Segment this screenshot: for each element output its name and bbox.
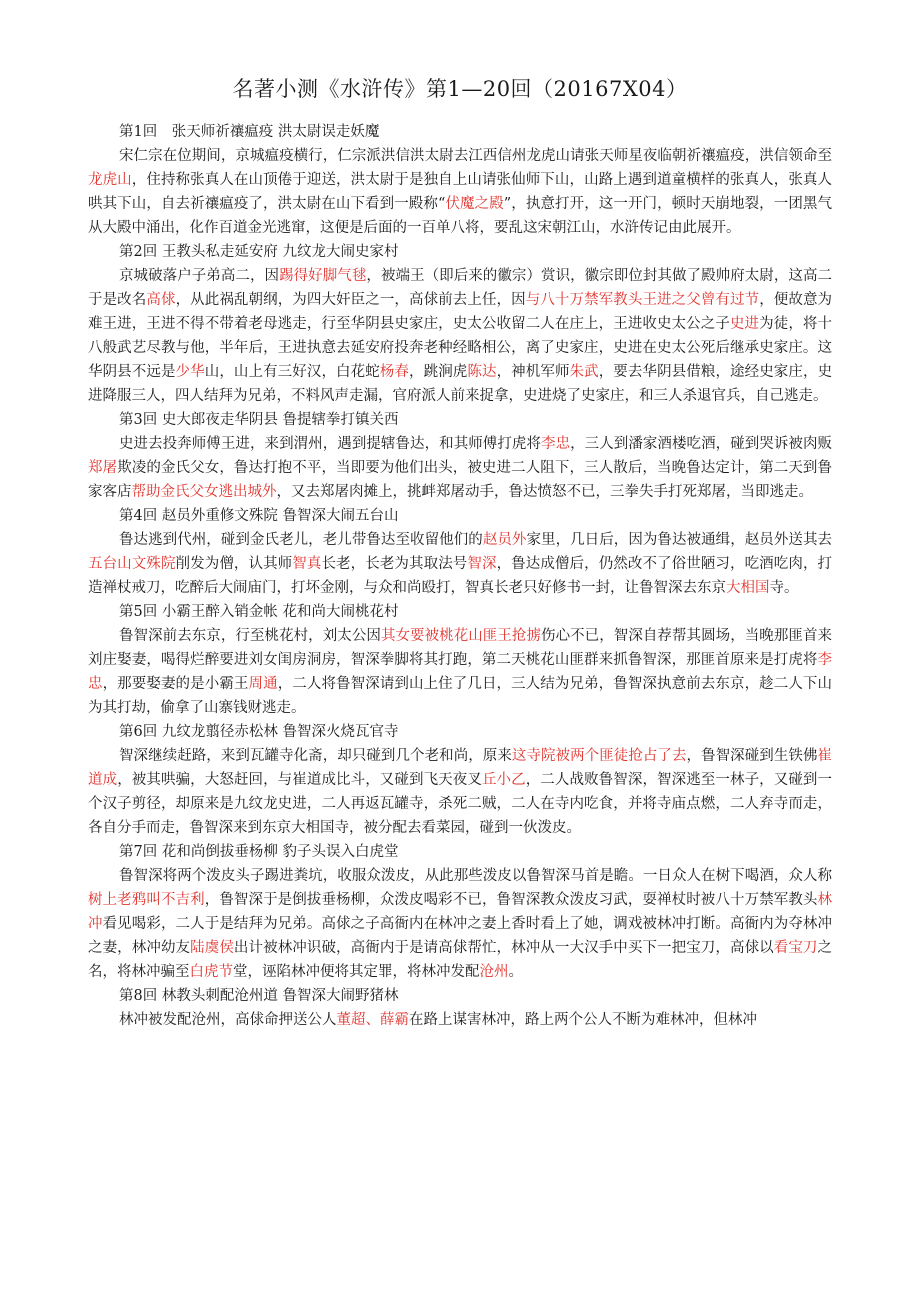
highlighted-keyword: 龙虎山	[88, 172, 132, 188]
chapter-summary	[88, 864, 832, 984]
highlighted-keyword: 高俅	[146, 292, 176, 308]
summary-text: ，便故意为难王进，王进不得不带着老母逃走，行至华阴县史家庄，史太公收留二人在庄上，王进收史太公之子	[88, 292, 833, 332]
summary-text: 智深继续赶路，来到瓦罐寺化斋，却只碰到几个老和尚，原来	[119, 748, 512, 764]
summary-text: 欺凌的金氏父女，鲁达打抱不平，当即要为他们出头，被史进二人阻下，三人散后，当晚鲁达定计，第二天到鲁家客店	[88, 460, 833, 500]
summary-text: ，那要娶妻的是小霸王	[102, 676, 249, 692]
highlighted-keyword: 帮助金氏父女逃出城外	[131, 484, 277, 500]
summary-text: ，神机军师	[496, 364, 570, 380]
chapter-heading: 第6回 九纹龙翦径赤松林 鲁智深火烧瓦官寺	[119, 724, 399, 740]
highlighted-keyword: 踢得好脚气毬	[279, 268, 367, 284]
summary-text: 京城破落户子弟高二，因	[119, 268, 280, 284]
highlighted-keyword: 陈达	[467, 364, 497, 380]
highlighted-keyword: 杨春	[379, 364, 410, 380]
summary-text: ，二人战败鲁智深，智深逃至一林子，又碰到一个汉子剪径，却原来是九纹龙史进，二人再返瓦罐寺，杀死二贼，二人在寺内吃食，并将寺庙点燃，二人弃寺而走，各自分手而走，鲁智深来到东京大相国寺，被分配去看菜园，碰到一伙泼皮。	[88, 772, 833, 836]
highlighted-keyword: 董超、薛霸	[336, 1012, 409, 1028]
chapter-section	[88, 720, 832, 840]
highlighted-keyword: 看宝刀	[773, 940, 818, 956]
summary-text: 宋仁宗在位期间，京城瘟疫横行，仁宗派洪信洪太尉去江西信州龙虎山请张天师星夜临朝祈禳瘟疫，洪信领命至	[119, 148, 832, 164]
summary-text: 寺。	[769, 580, 799, 596]
summary-text: 出计被林冲识破，高衙内于是请高俅帮忙，林冲从一大汉手中买下一把宝刀，高俅以	[233, 940, 774, 956]
highlighted-keyword: 少华	[175, 364, 205, 380]
summary-text: ，二人将鲁智深请到山上住了几日，三人结为兄弟，鲁智深执意前去东京，趁二人下山为其打劫，偷拿了山寨钱财逃走。	[88, 676, 833, 716]
summary-text: ，从此祸乱朝纲，为四大奸臣之一，高俅前去上任，因	[175, 292, 526, 308]
summary-text: ，要去华阴县借粮，途经史家庄，史进降服三人，四人结拜为兄弟，不料风声走漏，官府派人前来捉拿，史进烧了史家庄，和三人杀退官兵，自己逃走。	[88, 364, 833, 404]
highlighted-keyword: 与八十万禁军教头王进之父曾有过节	[525, 292, 760, 308]
summary-text: 史进去投奔师傅王进，来到渭州，遇到提辖鲁达，和其师傅打虎将	[119, 436, 542, 452]
summary-text: ，跳涧虎	[409, 364, 468, 380]
chapter-section	[88, 840, 832, 984]
chapter-section	[88, 120, 832, 240]
chapter-section	[88, 240, 832, 408]
summary-text: 鲁达逃到代州，碰到金氏老儿，老儿带鲁达至收留他们的	[119, 532, 483, 548]
summary-text: ，又去郑屠肉摊上，挑衅郑屠动手，鲁达愤怒不已，三拳失手打死郑屠，当即逃走。	[276, 484, 813, 500]
document-title: 名著小测《水浒传》第1—20回（20167X04）	[232, 77, 688, 101]
highlighted-keyword: 崔道成	[88, 748, 832, 788]
chapter-heading: 第4回 赵员外重修文殊院 鲁智深大闹五台山	[119, 508, 399, 524]
chapter-heading: 第3回 史大郎夜走华阴县 鲁提辖拳打镇关西	[119, 412, 399, 428]
chapter-heading: 第7回 花和尚倒拔垂杨柳 豹子头误入白虎堂	[119, 844, 399, 860]
summary-text: 为徒，将十八般武艺尽教与他，半年后，王进执意去延安府投奔老种经略相公，离了史家庄，史进在史太公死后继承史家庄。这华阴县不远是	[88, 316, 833, 380]
summary-text: 鲁智深将两个泼皮头子踢进粪坑，收服众泼皮，从此那些泼皮以鲁智深马首是瞻。一日众人在树下喝酒，众人称	[119, 868, 832, 884]
highlighted-keyword: 白虎节	[189, 964, 233, 980]
highlighted-keyword: 大相国	[726, 580, 770, 596]
summary-text: 鲁智深前去东京，行至桃花村，刘太公因	[119, 628, 381, 644]
highlighted-keyword: 陆虞侯	[190, 940, 234, 956]
highlighted-keyword: 李忠	[541, 436, 571, 452]
highlighted-keyword: 朱武	[569, 364, 599, 380]
highlighted-keyword: 史进	[729, 316, 760, 332]
chapter-section	[88, 408, 832, 504]
chapter-summary	[88, 528, 832, 600]
chapter-heading: 第2回 王教头私走延安府 九纹龙大闹史家村	[119, 244, 399, 260]
summary-text: 长老，长老为其取法号	[321, 556, 468, 572]
highlighted-keyword: 李忠	[88, 652, 832, 692]
chapter-summary	[88, 432, 832, 504]
summary-text: 山，山上有三好汉，白花蛇	[204, 364, 380, 380]
chapter-section	[88, 984, 832, 1032]
summary-text: ，住持称张真人在山顶倦于迎送，洪太尉于是独自上山请张仙师下山，山路上遇到道童横样的张真人，张真人哄其下山，自去祈禳瘟疫了，洪太尉在山下看到一殿称“	[88, 172, 833, 212]
summary-text: 削发为僧，认其师	[175, 556, 293, 572]
highlighted-keyword: 周通	[248, 676, 278, 692]
chapter-summary	[88, 744, 832, 840]
chapter-summary	[88, 1008, 832, 1032]
chapter-heading: 第1回 张天师祈禳瘟疫 洪太尉误走妖魔	[119, 124, 380, 140]
summary-text: 在路上谋害林冲，路上两个公人不断为难林冲，但林冲	[409, 1012, 757, 1028]
highlighted-keyword: 其女要被桃花山匪王抢掳	[380, 628, 542, 644]
highlighted-keyword: 林冲	[88, 892, 833, 932]
chapter-summary	[88, 144, 832, 240]
highlighted-keyword: 五台山文殊院	[88, 556, 176, 572]
summary-text: ，三人到潘家酒楼吃酒，碰到哭诉被肉贩	[570, 436, 833, 452]
summary-text: 伤心不已，智深自荐帮其圆场，当晚那匪首来刘庄娶妻，喝得烂醉要进刘女闺房洞房，智深拳脚将其打跑，第二天桃花山匪群来抓鲁智深，那匪首原来是打虎将	[88, 628, 833, 668]
summary-text: ”，执意打开，这一开门，顿时天崩地裂，一团黑气从大殿中涌出，化作百道金光逃窜，这便是后面的一百单八将，要乱这宋朝江山，水浒传记由此展开。	[88, 196, 833, 236]
highlighted-keyword: 郑屠	[88, 460, 118, 476]
chapter-summary	[88, 264, 832, 408]
highlighted-keyword: 智真	[292, 556, 322, 572]
summary-text: ，被其哄骗，大怒赶回，与崔道成比斗，又碰到飞天夜叉	[117, 772, 482, 788]
summary-text: 家里，几日后，因为鲁达被通缉，赵员外送其去	[526, 532, 833, 548]
highlighted-keyword: 伏魔之殿	[445, 196, 504, 212]
summary-text: ，鲁智深碰到生铁佛	[686, 748, 818, 764]
summary-text: 之名，将林冲骗至	[88, 940, 833, 980]
summary-text: 堂，诬陷林冲便将其定罪，将林冲发配	[233, 964, 480, 980]
chapter-section	[88, 600, 832, 720]
summary-text: 。	[508, 964, 523, 980]
highlighted-keyword: 这寺院被两个匪徒抢占了去	[511, 748, 687, 764]
summary-text: ，鲁达成僧后，仍然改不了俗世陋习，吃酒吃肉，打造禅杖戒刀，吃醉后大闹庙门，打坏金刚，与众和尚殴打，智真长老只好修书一封，让鲁智深去东京	[88, 556, 833, 596]
highlighted-keyword: 丘小乙	[481, 772, 526, 788]
highlighted-keyword: 树上老鸦叫不吉利	[88, 892, 205, 908]
summary-text: 看见喝彩，二人于是结拜为兄弟。高俅之子高衙内在林冲之妻上香时看上了她，调戏被林冲打断。高衙内为夺林冲之妻，林冲幼友	[88, 916, 832, 956]
chapter-list	[88, 120, 832, 1032]
chapter-heading: 第5回 小霸王醉入销金帐 花和尚大闹桃花村	[119, 604, 399, 620]
highlighted-keyword: 赵员外	[482, 532, 527, 548]
highlighted-keyword: 智深	[467, 556, 497, 572]
summary-text: ，被端王（即后来的徽宗）赏识，徽宗即位封其做了殿帅府太尉，这高二于是改名	[88, 268, 833, 308]
summary-text: 林冲被发配沧州，高俅命押送公人	[119, 1012, 337, 1028]
chapter-heading: 第8回 林教头刺配沧州道 鲁智深大闹野猪林	[119, 988, 399, 1004]
highlighted-keyword: 沧州	[479, 964, 509, 980]
summary-text: ，鲁智深于是倒拔垂杨柳，众泼皮喝彩不已，鲁智深教众泼皮习武，耍禅杖时被八十万禁军教头	[204, 892, 818, 908]
chapter-summary	[88, 624, 832, 720]
chapter-section	[88, 504, 832, 600]
